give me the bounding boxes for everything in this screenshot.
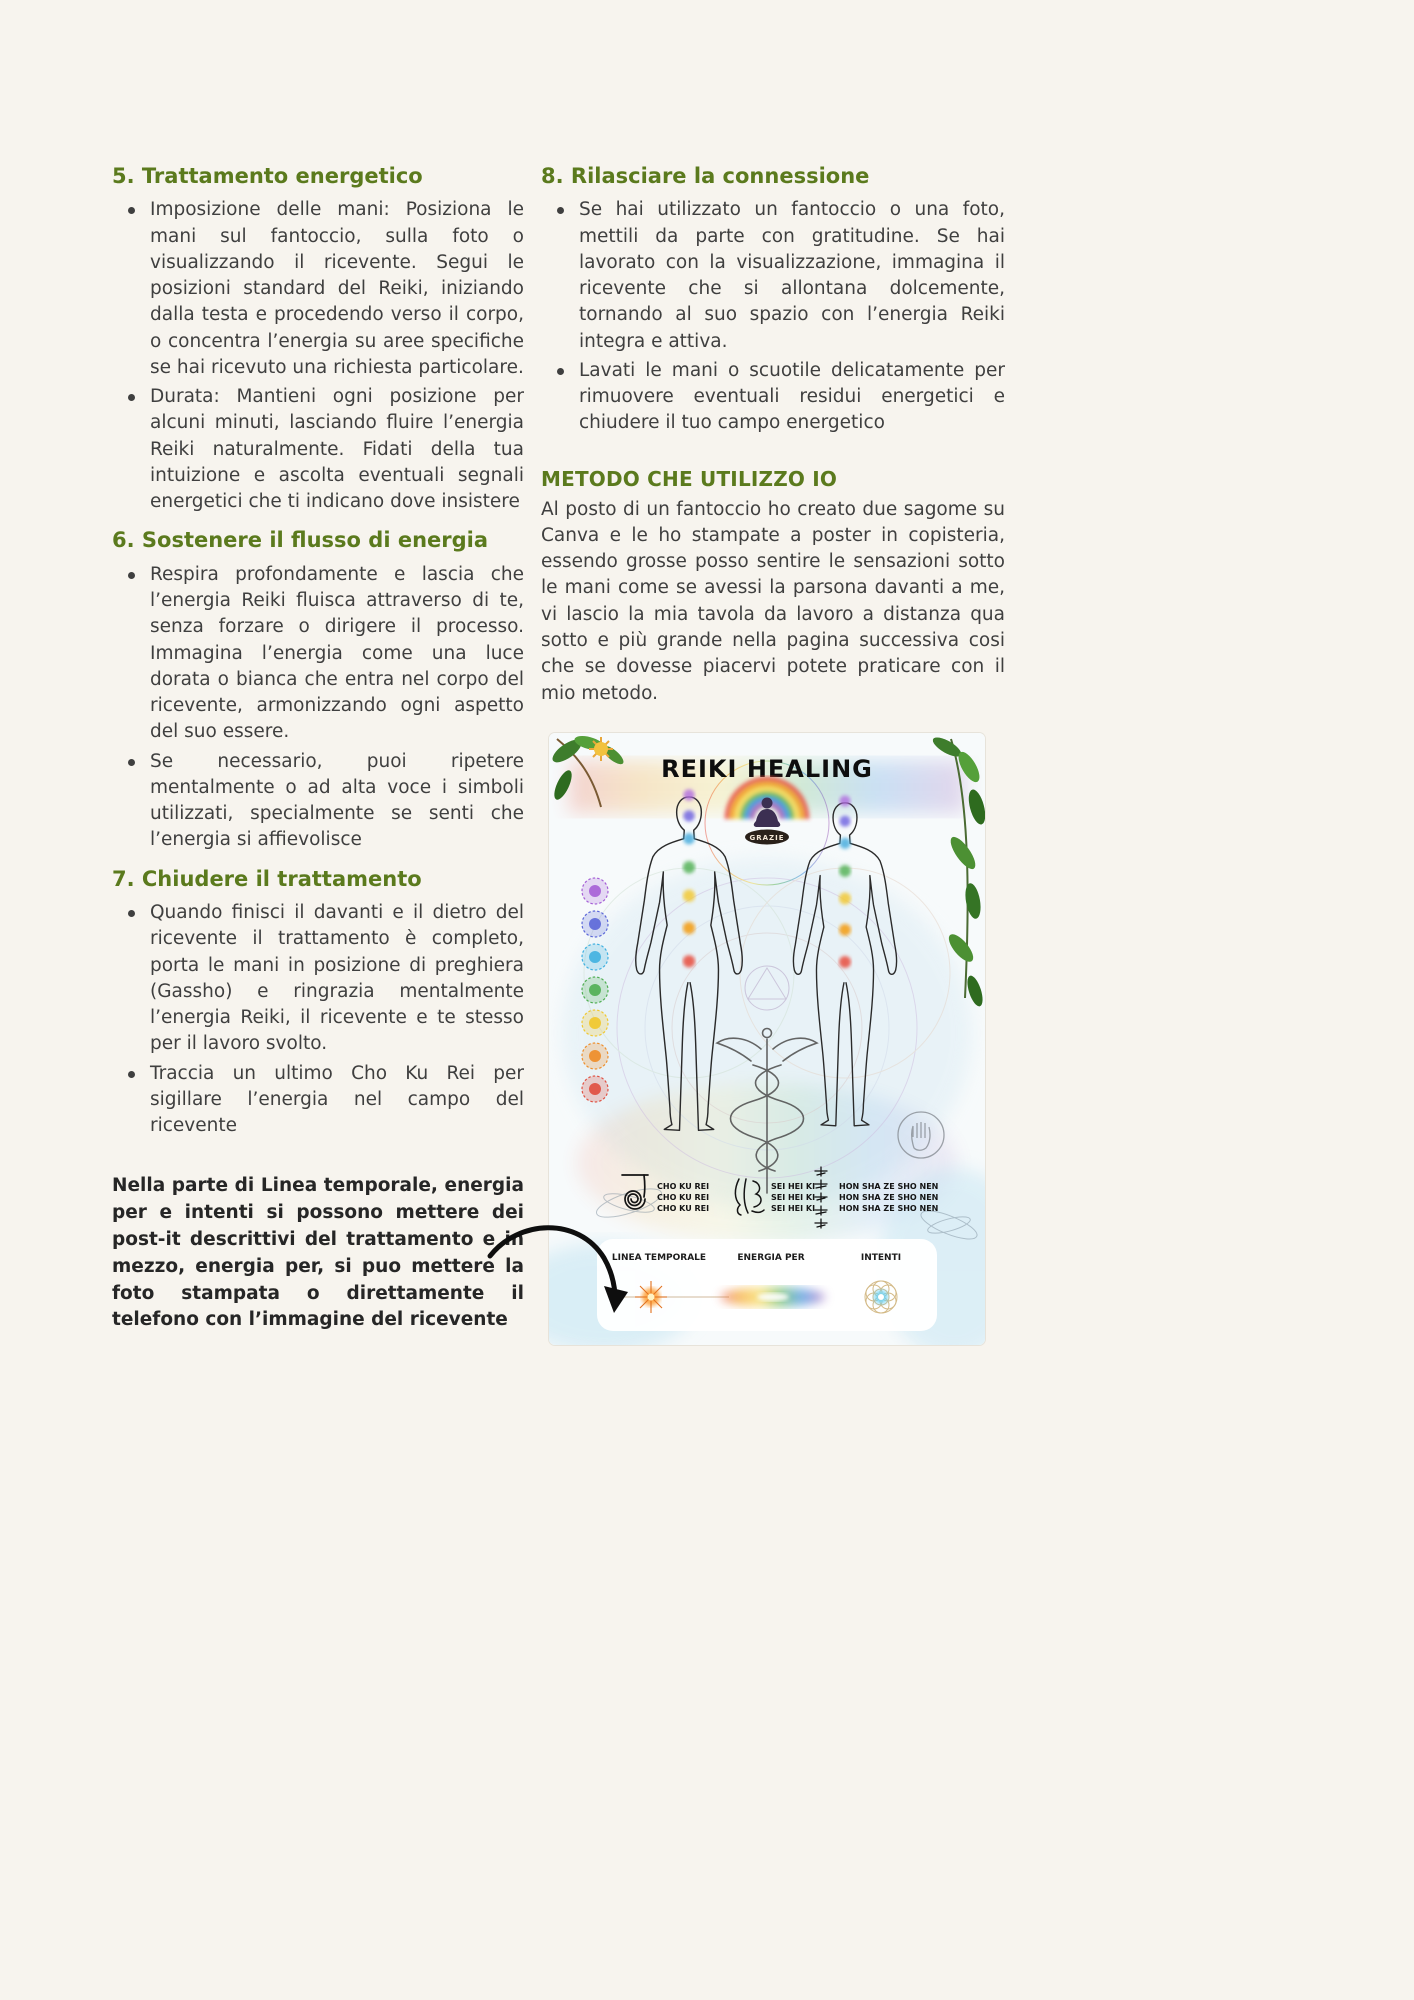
bullet-icon — [128, 394, 135, 401]
bullet-text: Respira profondamente e lascia che l’energia Reiki fluisca attraverso di te, senza forzare o dirigere il processo. Immagina l’energia come una luce dorata o bianca che entra nel corpo del ricevente, armonizzando ogni aspetto del suo essere. — [150, 563, 524, 743]
section-6-list — [112, 562, 524, 854]
section-7-list — [112, 900, 524, 1139]
symbol-label: CHO KU REI — [657, 1203, 710, 1213]
energia-rainbow-icon — [721, 1287, 825, 1307]
section-5-heading: 5. Trattamento energetico — [112, 164, 423, 188]
bullet-text: Se hai utilizzato un fantoccio o una foto, mettili da parte con gratitudine. Se hai lavorato con la visualizzazione, immagina il ricevente che si allontana dolcemente, tornando al suo spazio con l’energia Reiki integra e attiva. — [579, 199, 1005, 352]
hand-drawn-arrow-icon — [478, 1214, 648, 1326]
intenti-core — [878, 1294, 884, 1300]
root-chakra-icon — [582, 1076, 608, 1102]
symbol-label: HON SHA ZE SHO NEN — [839, 1181, 939, 1191]
sacral-chakra-icon — [582, 1043, 608, 1069]
sei-hei-ki-labels — [771, 1182, 815, 1213]
bullet-item — [126, 562, 524, 746]
gratitude-badge — [745, 829, 789, 844]
bullet-text: Se necessario, puoi ripetere mentalmente o ad alta voce i simboli utilizzati, specialmente se senti che l’energia si affievolisce — [150, 750, 524, 851]
bullet-icon — [557, 368, 564, 375]
symbol-label: SEI HEI KI — [771, 1192, 816, 1202]
bullet-text: Traccia un ultimo Cho Ku Rei per sigillare l’energia nel campo del ricevente — [150, 1062, 524, 1137]
bullet-item — [126, 1061, 524, 1140]
bullet-item — [126, 749, 524, 854]
section-8 — [541, 163, 1005, 437]
right-column — [541, 163, 1005, 1345]
bullet-icon — [128, 207, 135, 214]
bullet-item — [555, 358, 1005, 437]
bullet-text: Lavati le mani o scuotile delicatamente per rimuovere eventuali residui energetici e chiudere il tuo campo energetico — [579, 359, 1005, 434]
bullet-item — [126, 197, 524, 381]
practice-board — [597, 1239, 937, 1331]
board-label-energia-per: ENERGIA PER — [737, 1252, 805, 1263]
method-heading: METODO CHE UTILIZZO IO — [541, 466, 838, 491]
section-7-heading: 7. Chiudere il trattamento — [112, 866, 422, 891]
note-paragraph: Nella parte di Linea temporale, energia per e intenti si possono mettere dei post-it descrittivi del trattamento e in mezzo, energia per, si puo mettere la foto stampata o direttamente il telefono con l’immagine del ricevente — [112, 1175, 524, 1331]
left-column — [112, 163, 524, 1334]
bullet-text: Quando finisci il davanti e il dietro del ricevente il trattamento è completo, porta le mani in posizione di preghiera (Gassho) e ringrazia mentalmente l’energia Reiki, il ricevente e te stesso per il lavoro svolto. — [150, 902, 524, 1055]
bullet-item — [126, 900, 524, 1058]
crown-chakra-icon — [582, 878, 608, 904]
bullet-item — [555, 197, 1005, 355]
bullet-icon — [557, 207, 564, 214]
cho-ku-rei-labels — [657, 1182, 709, 1213]
heart-chakra-icon — [582, 977, 608, 1003]
gratitude-badge-label: GRAZIE — [749, 833, 785, 842]
symbol-label: CHO KU REI — [657, 1192, 710, 1202]
section-7 — [112, 866, 524, 1140]
bullet-icon — [128, 572, 135, 579]
symbol-label: HON SHA ZE SHO NEN — [839, 1192, 939, 1202]
board-label-intenti: INTENTI — [860, 1252, 902, 1263]
board-label-linea-temporale: LINEA TEMPORALE — [611, 1252, 707, 1263]
bullet-text: Durata: Mantieni ogni posizione per alcuni minuti, lasciando fluire l’energia Reiki naturalmente. Fidati della tua intuizione e ascolta eventuali segnali energetici che ti indicano dove insistere — [150, 386, 524, 513]
symbol-label: SEI HEI KI — [771, 1181, 816, 1191]
bullet-text: Imposizione delle mani: Posiziona le mani sul fantoccio, sulla foto o visualizzando il ricevente. Segui le posizioni standard del Reiki, iniziando dalla testa e procedendo verso il corpo, o concentra l’energia su aree specifiche se hai ricevuto una richiesta particolare. — [150, 199, 524, 378]
section-5-list — [112, 197, 524, 515]
section-8-heading: 8. Rilasciare la connessione — [541, 164, 870, 188]
solar-plexus-chakra-icon — [582, 1010, 608, 1036]
section-6 — [112, 527, 524, 853]
symbol-label: HON SHA ZE SHO NEN — [839, 1203, 939, 1213]
hon-sha-ze-sho-nen-labels — [839, 1182, 938, 1213]
poster-title: REIKI HEALING — [661, 754, 873, 783]
method-paragraph: Al posto di un fantoccio ho creato due sagome su Canva e le ho stampate a poster in copisteria, essendo grosse posso sentire le sensazioni sotto le mani come se avessi la parsona davanti a me, vi lascio la mia tavola da lavoro a distanza qua sotto e più grande nella pagina successiva cosi che se dovesse piacervi potete praticare con il mio metodo. — [541, 498, 1005, 704]
bullet-icon — [128, 759, 135, 766]
bullet-icon — [128, 910, 135, 917]
section-6-heading: 6. Sostenere il flusso di energia — [112, 528, 489, 553]
symbol-label: SEI HEI KI — [771, 1203, 816, 1213]
throat-chakra-icon — [582, 944, 608, 970]
symbol-label: CHO KU REI — [657, 1181, 710, 1191]
section-8-list — [541, 197, 1005, 436]
bullet-icon — [128, 1071, 135, 1078]
third-eye-chakra-icon — [582, 911, 608, 937]
bullet-item — [126, 384, 524, 515]
section-5 — [112, 163, 524, 515]
